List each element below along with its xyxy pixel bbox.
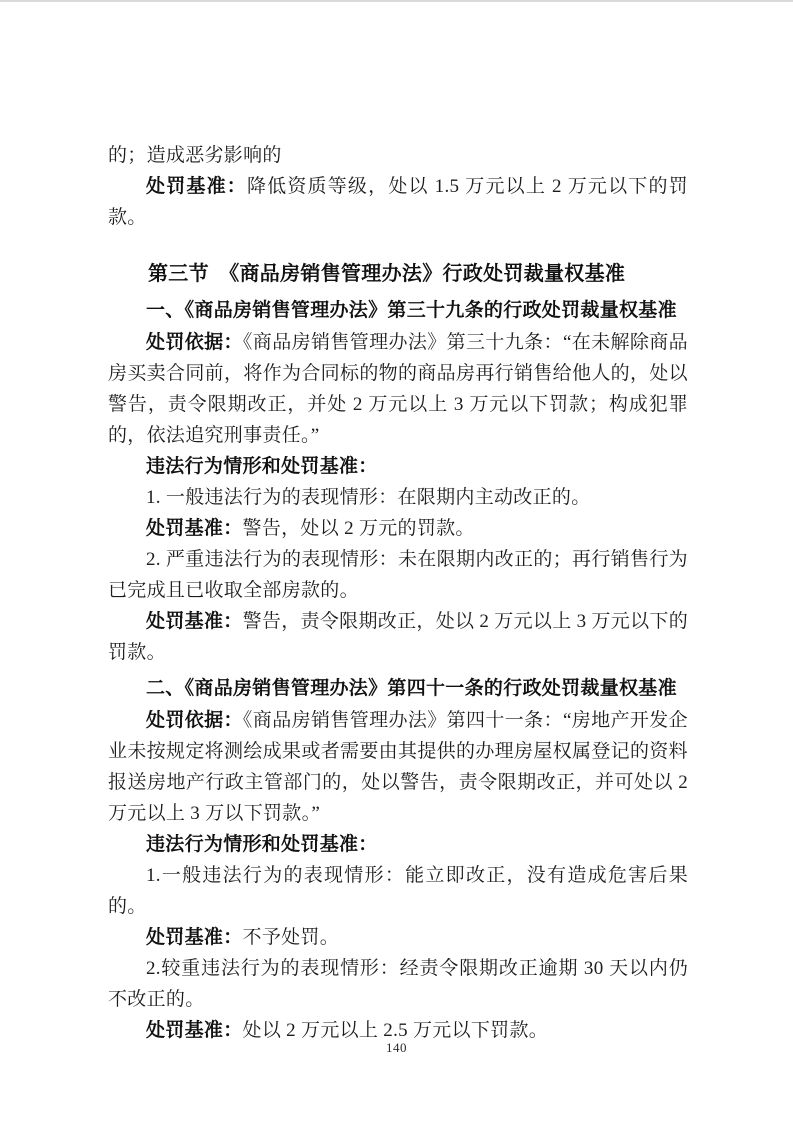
violation-standards-heading-41: 违法行为情形和处罚基准： bbox=[146, 834, 378, 855]
article-39-heading: 一、《商品房销售管理办法》第三十九条的行政处罚裁量权基准 bbox=[146, 300, 677, 321]
violation-item-1-41: 1.一般违法行为的表现情形：能立即改正，没有造成危害后果的。 bbox=[108, 865, 688, 917]
violation-item-1-39: 1. 一般违法行为的表现情形：在限期内主动改正的。 bbox=[146, 487, 591, 508]
paragraph-text: 处以 2 万元以上 2.5 万元以下罚款。 bbox=[242, 1020, 549, 1041]
page-number: 140 bbox=[386, 1040, 407, 1055]
penalty-standard-label: 处罚基准： bbox=[146, 927, 243, 948]
penalty-standard-paragraph bbox=[108, 171, 688, 233]
paragraph-text: 降低资质等级，处以 1.5 万元以上 2 万元以下的罚款。 bbox=[108, 176, 688, 228]
penalty-basis-label: 处罚依据： bbox=[146, 332, 243, 353]
paragraph-text: 不予处罚。 bbox=[242, 927, 340, 948]
paragraph-text: 《商品房销售管理办法》第三十九条：“在未解除商品房买卖合同前，将作为合同标的物的商品房再行销售给他人的，处以警告，责令限期改正，并处 2 万元以上 3 万元以下罚款；构成犯罪的，依法追究刑事责任。” bbox=[108, 332, 688, 446]
paragraph-text: 《商品房销售管理办法》第四十一条：“房地产开发企业未按规定将测绘成果或者需要由其提供的办理房屋权属登记的资料报送房地产行政主管部门的，处以警告，责令限期改正，并可处以 2 万元以上 3 万以下罚款。” bbox=[108, 710, 688, 824]
section-heading: 第三节 《商品房销售管理办法》行政处罚裁量权基准 bbox=[148, 263, 626, 285]
document-content bbox=[108, 140, 688, 1046]
penalty-standard-paragraph-2-39 bbox=[108, 606, 688, 668]
penalty-standard-label: 处罚基准： bbox=[146, 176, 247, 197]
violation-item-2-41: 2.较重违法行为的表现情形：经责令限期改正逾期 30 天以内仍不改正的。 bbox=[108, 958, 688, 1010]
penalty-standard-label: 处罚基准： bbox=[146, 1020, 243, 1041]
violation-item-2-39: 2. 严重违法行为的表现情形：未在限期内改正的；再行销售行为已完成且已收取全部房款的。 bbox=[108, 549, 688, 601]
penalty-standard-label: 处罚基准： bbox=[146, 518, 243, 539]
penalty-basis-paragraph-39 bbox=[108, 327, 688, 451]
penalty-basis-label: 处罚依据： bbox=[146, 710, 243, 731]
article-41-heading: 二、《商品房销售管理办法》第四十一条的行政处罚裁量权基准 bbox=[146, 678, 677, 699]
penalty-standard-paragraph-1-39 bbox=[108, 513, 688, 544]
paragraph-continuation: 的；造成恶劣影响的 bbox=[108, 145, 282, 166]
penalty-standard-paragraph-1-41 bbox=[108, 922, 688, 953]
paragraph-text: 警告，责令限期改正，处以 2 万元以上 3 万元以下的罚款。 bbox=[108, 611, 688, 663]
penalty-standard-label: 处罚基准： bbox=[146, 611, 243, 632]
violation-standards-heading-39: 违法行为情形和处罚基准： bbox=[146, 456, 378, 477]
paragraph-text: 警告，处以 2 万元的罚款。 bbox=[242, 518, 475, 539]
penalty-basis-paragraph-41 bbox=[108, 705, 688, 829]
